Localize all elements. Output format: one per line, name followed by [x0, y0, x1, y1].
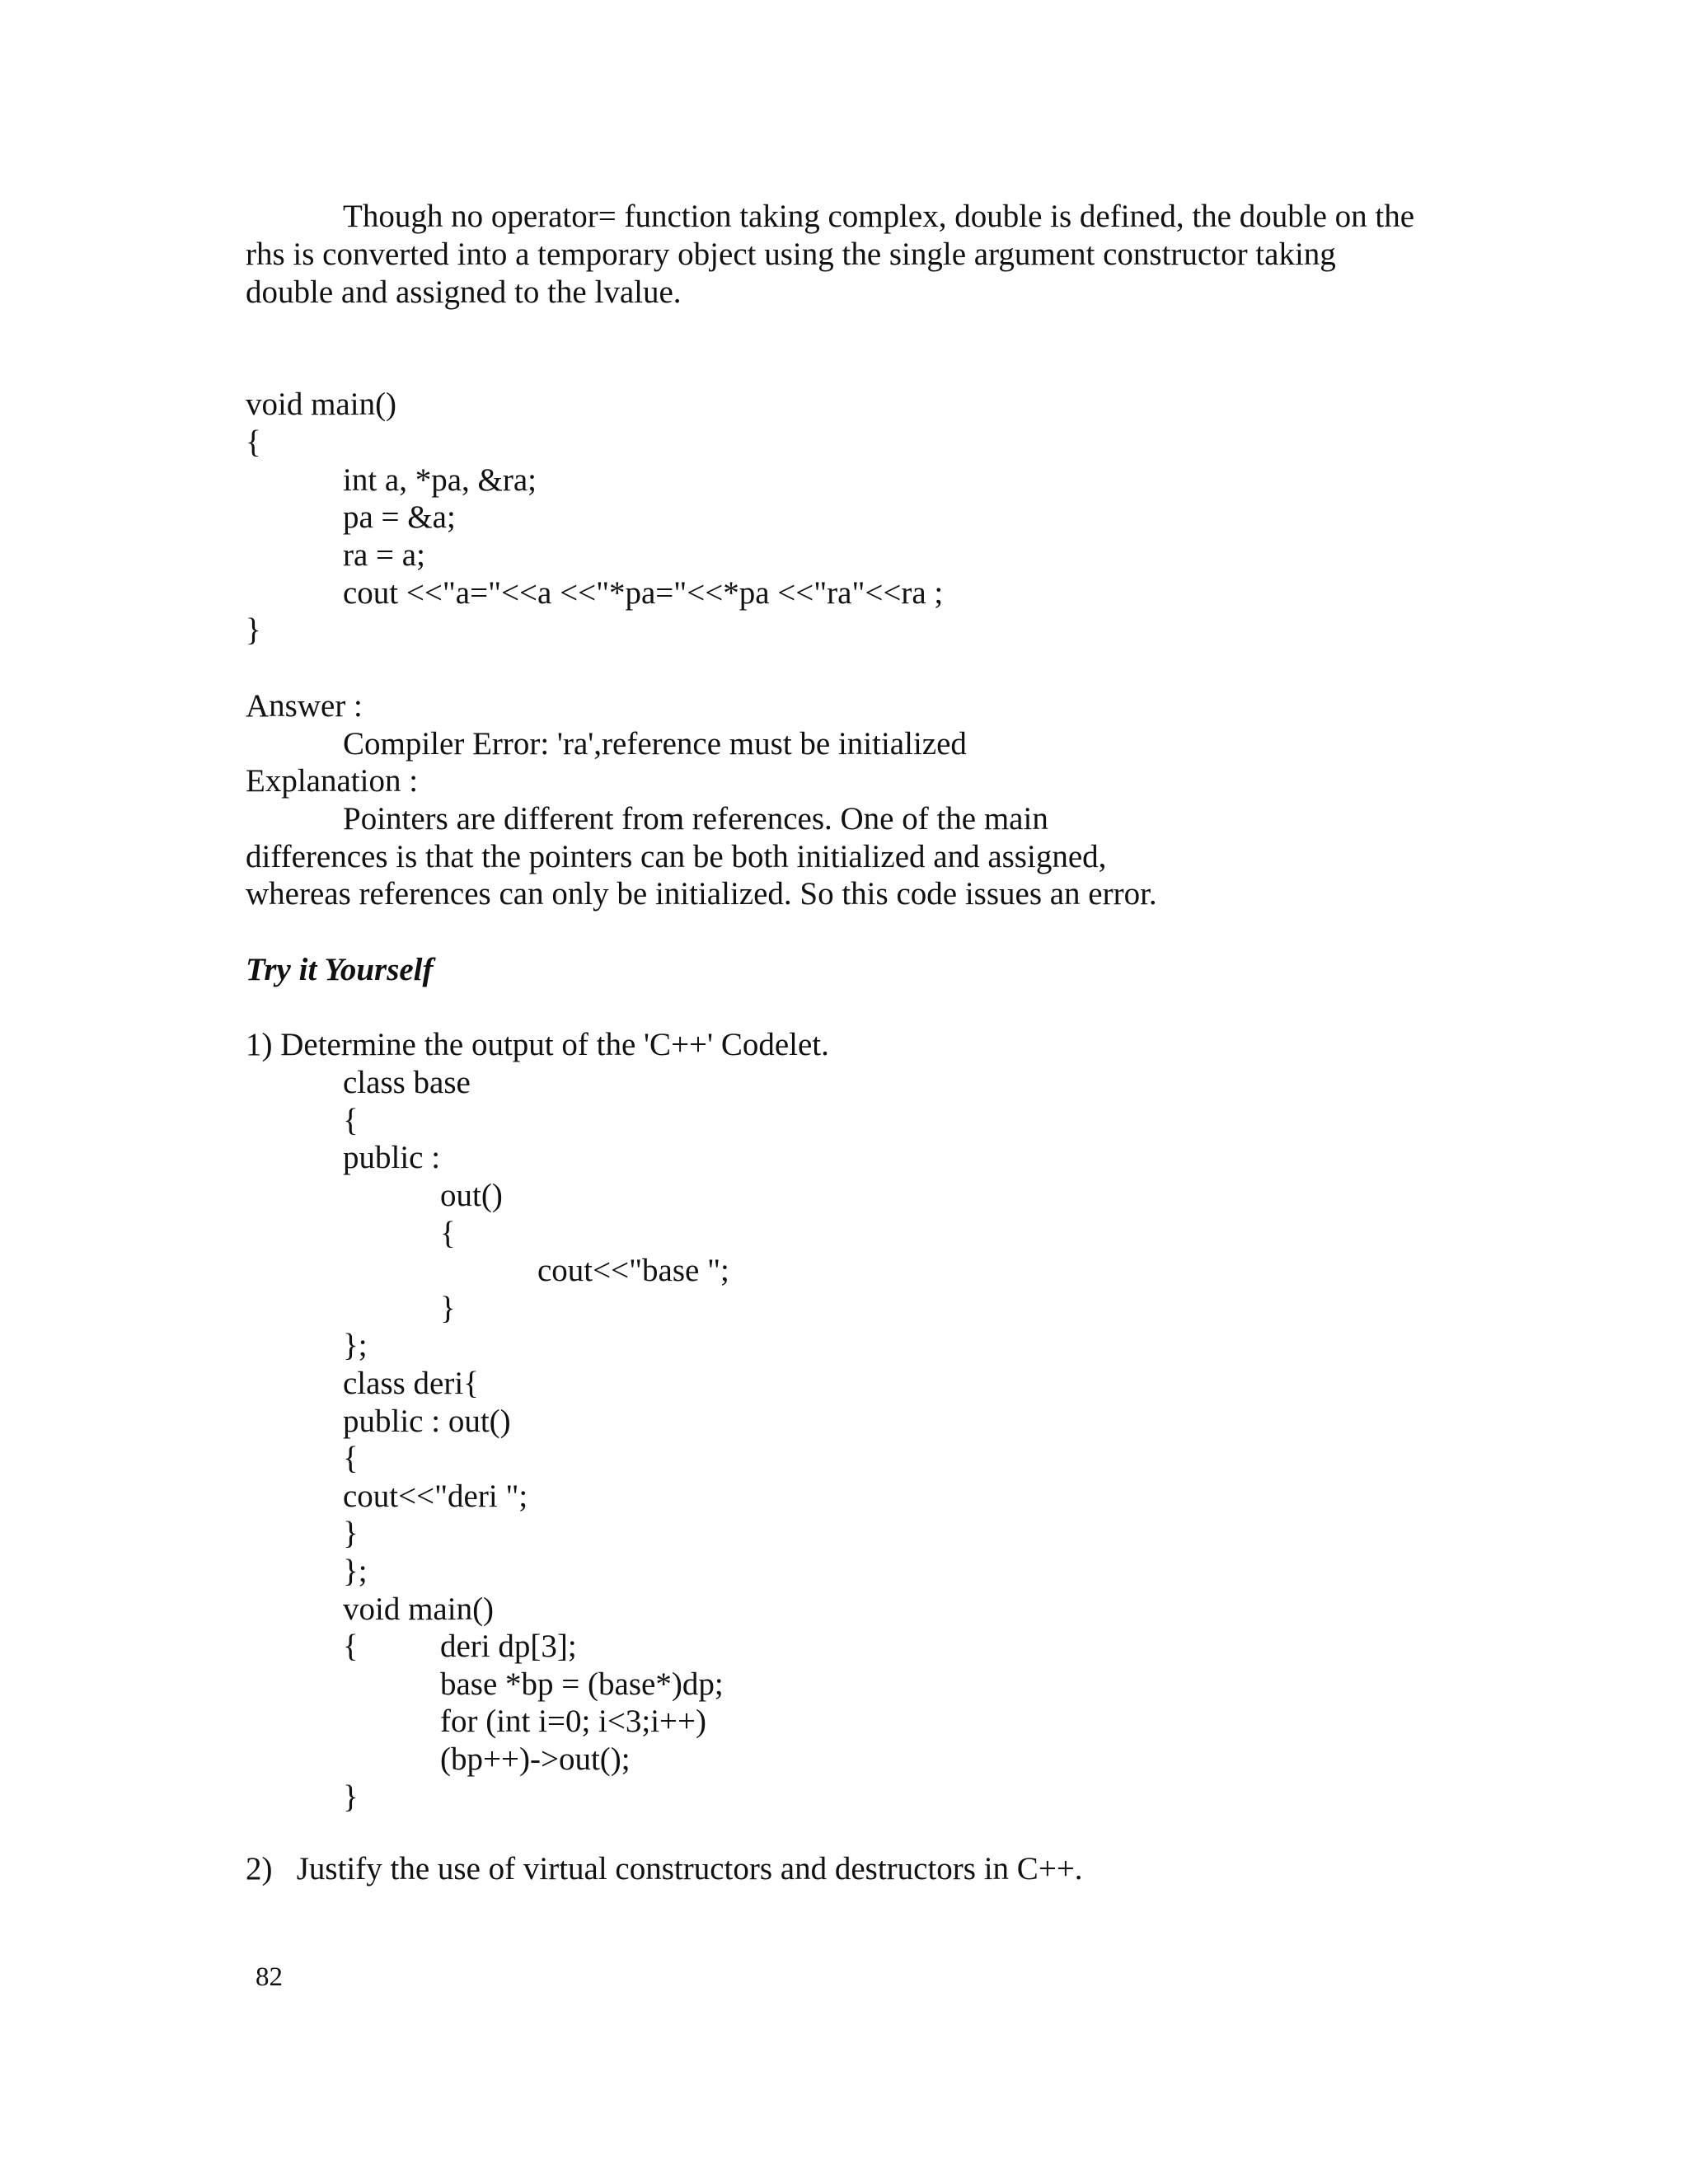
codelet-line: deri dp[3]; [440, 1629, 577, 1664]
code1-line: int a, *pa, &ra; [343, 462, 537, 498]
codelet-line: public : [343, 1140, 441, 1175]
page-number: 82 [256, 1962, 283, 1992]
section-heading: Try it Yourself [246, 952, 434, 987]
codelet-line: }; [343, 1328, 368, 1363]
codelet-line: } [440, 1291, 456, 1326]
codelet-line: { [343, 1441, 359, 1476]
codelet-line: { [343, 1629, 359, 1664]
intro-line-1: Though no operator= function taking complex, double is defined, the double on the [343, 199, 1415, 234]
codelet-line: } [343, 1779, 359, 1815]
intro-line-3: double and assigned to the lvalue. [246, 274, 682, 310]
codelet-line: out() [440, 1178, 503, 1213]
question-1: 1) Determine the output of the 'C++' Codelet. [246, 1027, 829, 1062]
codelet-line: } [343, 1516, 359, 1551]
codelet-line: cout<<"base "; [537, 1253, 729, 1288]
question-2: 2) Justify the use of virtual constructors and destructors in C++. [246, 1851, 1083, 1886]
explanation-label: Explanation : [246, 763, 419, 799]
code1-line: } [246, 612, 261, 648]
codelet-line: }; [343, 1554, 368, 1589]
codelet-line: class deri{ [343, 1366, 479, 1401]
code1-line: { [246, 424, 261, 460]
explanation-line-3: whereas references can only be initialized. So this code issues an error. [246, 876, 1157, 912]
codelet-line: public : out() [343, 1404, 511, 1439]
codelet-line: for (int i=0; i<3;i++) [440, 1704, 707, 1739]
code1-line: cout <<"a="<<a <<"*pa="<<*pa <<"ra"<<ra ; [343, 575, 944, 611]
codelet-line: { [343, 1103, 359, 1138]
intro-line-2: rhs is converted into a temporary object using the single argument constructor taking [246, 237, 1336, 272]
answer-text: Compiler Error: 'ra',reference must be initialized [343, 726, 967, 762]
code1-line: pa = &a; [343, 499, 456, 535]
codelet-line: cout<<"deri "; [343, 1479, 528, 1514]
codelet-line: class base [343, 1065, 471, 1100]
explanation-line-1: Pointers are different from references. One of the main [343, 801, 1048, 837]
codelet-line: (bp++)->out(); [440, 1741, 631, 1777]
codelet-line: { [440, 1216, 456, 1251]
codelet-line: base *bp = (base*)dp; [440, 1666, 724, 1702]
answer-label: Answer : [246, 688, 363, 724]
explanation-line-2: differences is that the pointers can be both initialized and assigned, [246, 839, 1107, 874]
code1-line: ra = a; [343, 537, 425, 573]
codelet-line: void main() [343, 1591, 495, 1627]
code1-line: void main() [246, 387, 397, 422]
